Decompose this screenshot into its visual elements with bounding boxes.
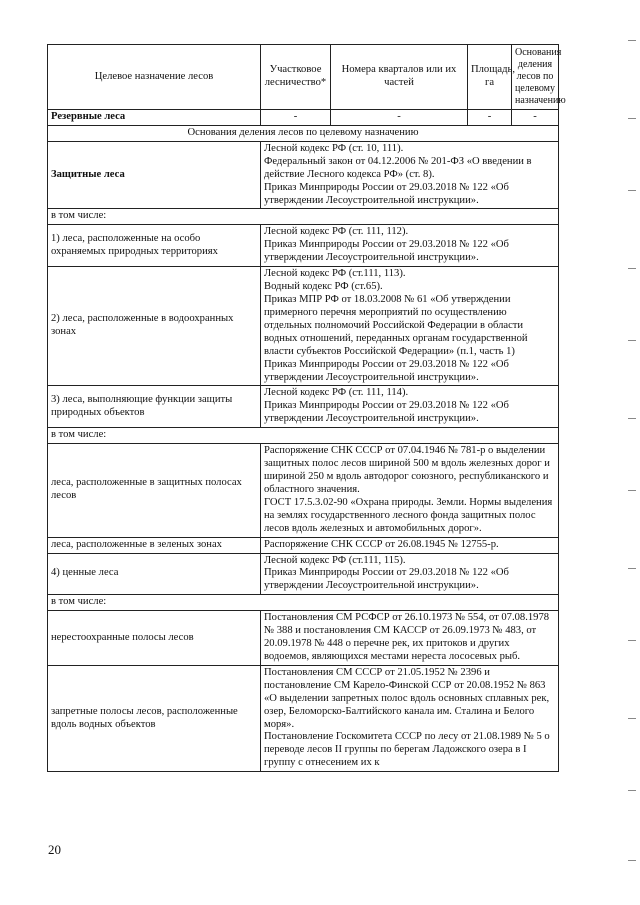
category-basis [261,537,559,553]
category-basis [261,225,559,267]
basis-line: Постановления СМ СССР от 21.05.1952 № 2396 и постановление СМ Карело-Финской ССР от 20.08.1952 № 863 «О выделении запретных полос вдоль основных сплавных рек, озер, Беломорско-Балтийского канала им. Сталина и Белого моря». [264,666,550,730]
category-label: 4) ценные леса [48,553,261,595]
category-basis [261,141,559,209]
basis-line: Приказ Минприроды России от 29.03.2018 № 122 «Об утверждении Лесоустроительной инструкции». [264,358,509,383]
category-basis [261,553,559,595]
basis-line: Приказ Минприроды России от 29.03.2018 № 122 «Об утверждении Лесоустроительной инструкции». [264,239,509,264]
basis-line: Лесной кодекс РФ (ст. 111, 114). [264,387,409,399]
reserve-label: Резервные леса [48,110,261,126]
subgroup-label: в том числе: [48,209,559,225]
reserve-basis: - [512,110,559,126]
category-basis [261,611,559,666]
basis-line: Федеральный закон от 04.12.2006 № 201-ФЗ «О введении в действие Лесного кодекса РФ» (ст. 8). [264,155,532,180]
forest-category-row [48,141,559,209]
table-header-row [48,45,559,110]
forest-category-row [48,611,559,666]
reserve-forestry: - [261,110,331,126]
basis-line: Лесной кодекс РФ (ст.111, 113). [264,268,406,280]
category-label: запретные полосы лесов, расположенные вдоль водных объектов [48,665,261,771]
basis-line: Постановление Госкомитета СССР по лесу от 21.08.1989 № 5 о переводе лесов II группы по берегам Ладожского озера в I группу с отнесением их к [264,731,550,769]
basis-line: Лесной кодекс РФ (ст. 10, 111). [264,142,404,154]
section-title: Основания деления лесов по целевому назначению [48,125,559,141]
forest-category-row [48,386,559,428]
scan-edge-mark [628,718,636,719]
basis-line: Распоряжение СНК СССР от 26.08.1945 № 12755-р. [264,538,499,550]
scan-edge-mark [628,118,636,119]
page-number: 20 [48,842,61,857]
scan-edge-mark [628,860,636,861]
basis-line: Приказ Минприроды России от 29.03.2018 № 122 «Об утверждении Лесоустроительной инструкции». [264,400,509,425]
reserve-area: - [468,110,512,126]
header-basis: Основания деления лесов по целевому назначению [512,45,559,110]
section-title-row [48,125,559,141]
header-purpose: Целевое назначение лесов [48,45,261,110]
forest-category-row [48,444,559,537]
forest-category-row [48,553,559,595]
scan-edge-mark [628,190,636,191]
category-label: 2) леса, расположенные в водоохранных зонах [48,267,261,386]
basis-line: Приказ Минприроды России от 29.03.2018 № 122 «Об утверждении Лесоустроительной инструкции». [264,181,509,206]
category-basis [261,267,559,386]
scan-edge-mark [628,340,636,341]
scan-edge-mark [628,490,636,491]
forest-purpose-table [47,44,566,772]
category-label: леса, расположенные в защитных полосах лесов [48,444,261,537]
category-label: нерестоохранные полосы лесов [48,611,261,666]
basis-line: Водный кодекс РФ (ст.65). [264,281,383,293]
scan-edge-mark [628,568,636,569]
basis-line: Постановления СМ РСФСР от 26.10.1973 № 554, от 07.08.1978 № 388 и постановления СМ КАССР от 26.09.1973 № 483, от 20.09.1978 № 448 о перечне рек, их притоков и других водоемов, являющихся местами нереста лососевых рыб. [264,612,550,662]
category-basis [261,444,559,537]
scan-edge-mark [628,418,636,419]
category-basis [261,386,559,428]
reserve-forests-row [48,110,559,126]
scan-edge-mark [628,268,636,269]
category-basis [261,665,559,771]
subgroup-label: в том числе: [48,595,559,611]
category-label: леса, расположенные в зеленых зонах [48,537,261,553]
reserve-quarters: - [331,110,468,126]
scan-edge-mark [628,40,636,41]
basis-line: Приказ Минприроды России от 29.03.2018 № 122 «Об утверждении Лесоустроительной инструкции». [264,567,509,592]
forest-category-row [48,267,559,386]
header-quarters: Номера кварталов или их частей [331,45,468,110]
scan-edge-mark [628,790,636,791]
subgroup-row [48,209,559,225]
header-forestry: Участковое лесничество* [261,45,331,110]
subgroup-row [48,428,559,444]
basis-line: Приказ МПР РФ от 18.03.2008 № 61 «Об утверждении примерного перечня мероприятий по осуществлению отдельных полномочий Российской Федерации в области водных отношений, переданных органам государственной власти субъектов Российской Федерации» (п.1, часть 1) [264,293,528,357]
basis-line: ГОСТ 17.5.3.02-90 «Охрана природы. Земли. Нормы выделения на землях государственного лесного фонда защитных полос лесов вдоль железных и автомобильных дорог». [264,496,553,534]
forest-category-row [48,225,559,267]
scan-edge-mark [628,640,636,641]
category-label: Защитные леса [48,141,261,209]
category-label: 1) леса, расположенные на особо охраняемых природных территориях [48,225,261,267]
subgroup-label: в том числе: [48,428,559,444]
basis-line: Распоряжение СНК СССР от 07.04.1946 № 781-р о выделении защитных полос лесов шириной 500 м вдоль железных дорог и шириной 250 м вдоль автодорог союзного, республиканского и областного значения. [264,445,550,495]
subgroup-row [48,595,559,611]
basis-line: Лесной кодекс РФ (ст.111, 115). [264,554,406,566]
forest-category-row [48,665,559,771]
category-label: 3) леса, выполняющие функции защиты природных объектов [48,386,261,428]
basis-line: Лесной кодекс РФ (ст. 111, 112). [264,226,409,238]
header-area: Площадь, га [468,45,512,110]
forest-category-row [48,537,559,553]
